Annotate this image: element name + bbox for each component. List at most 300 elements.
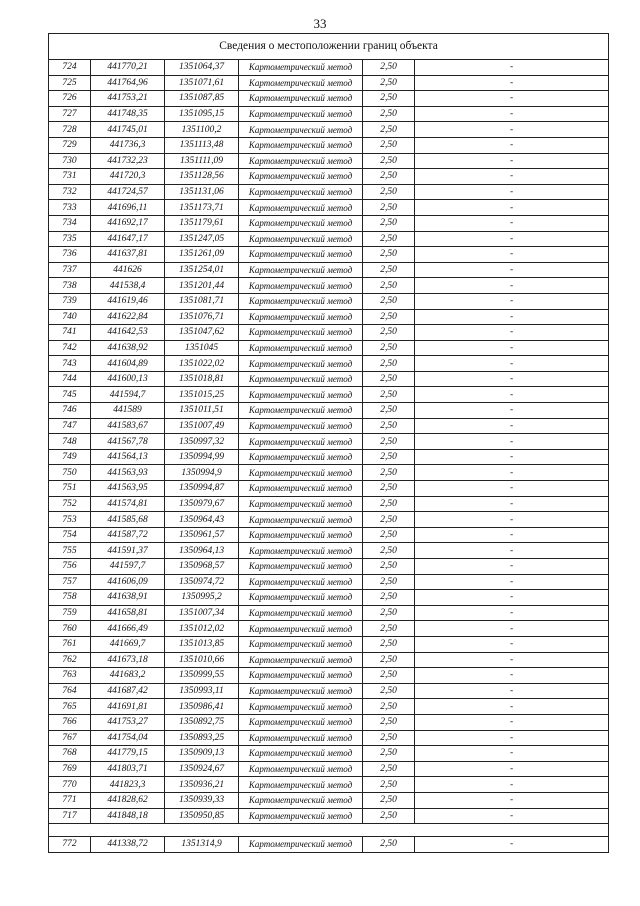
method-cell: Картометрический метод xyxy=(239,527,363,543)
y-coordinate-cell: 1350924,67 xyxy=(165,761,239,777)
table-row xyxy=(49,200,609,216)
method-cell: Картометрический метод xyxy=(239,231,363,247)
precision-cell: 2,50 xyxy=(363,527,415,543)
x-coordinate-cell: 441803,71 xyxy=(91,761,165,777)
table-row xyxy=(49,605,609,621)
precision-cell: 2,50 xyxy=(363,668,415,684)
table-row xyxy=(49,792,609,808)
y-coordinate-cell: 1351076,71 xyxy=(165,309,239,325)
point-number-cell: 740 xyxy=(49,309,91,325)
point-number-cell: 750 xyxy=(49,465,91,481)
y-coordinate-cell: 1351201,44 xyxy=(165,278,239,294)
x-coordinate-cell: 441638,92 xyxy=(91,340,165,356)
x-coordinate-cell: 441779,15 xyxy=(91,746,165,762)
y-coordinate-cell: 1351081,71 xyxy=(165,293,239,309)
precision-cell: 2,50 xyxy=(363,169,415,185)
y-coordinate-cell: 1351179,61 xyxy=(165,215,239,231)
y-coordinate-cell: 1350909,13 xyxy=(165,746,239,762)
method-cell: Картометрический метод xyxy=(239,590,363,606)
description-cell: - xyxy=(415,808,609,824)
table-row xyxy=(49,543,609,559)
y-coordinate-cell: 1350892,75 xyxy=(165,714,239,730)
y-coordinate-cell: 1350986,41 xyxy=(165,699,239,715)
method-cell: Картометрический метод xyxy=(239,543,363,559)
precision-cell: 2,50 xyxy=(363,137,415,153)
point-number-cell: 717 xyxy=(49,808,91,824)
method-cell: Картометрический метод xyxy=(239,215,363,231)
precision-cell: 2,50 xyxy=(363,200,415,216)
y-coordinate-cell: 1350995,2 xyxy=(165,590,239,606)
table-row xyxy=(49,449,609,465)
table-row xyxy=(49,434,609,450)
precision-cell: 2,50 xyxy=(363,761,415,777)
description-cell: - xyxy=(415,184,609,200)
point-number-cell: 760 xyxy=(49,621,91,637)
table-row xyxy=(49,527,609,543)
table-row xyxy=(49,761,609,777)
precision-cell: 2,50 xyxy=(363,652,415,668)
precision-cell: 2,50 xyxy=(363,91,415,107)
description-cell: - xyxy=(415,636,609,652)
page-number: 33 xyxy=(313,16,327,31)
point-number-cell: 755 xyxy=(49,543,91,559)
table-row xyxy=(49,106,609,122)
y-coordinate-cell: 1350994,9 xyxy=(165,465,239,481)
y-coordinate-cell: 1350950,85 xyxy=(165,808,239,824)
description-cell: - xyxy=(415,169,609,185)
y-coordinate-cell: 1351064,37 xyxy=(165,60,239,76)
point-number-cell: 771 xyxy=(49,792,91,808)
point-number-cell: 766 xyxy=(49,714,91,730)
precision-cell: 2,50 xyxy=(363,496,415,512)
table-row xyxy=(49,668,609,684)
precision-cell: 2,50 xyxy=(363,730,415,746)
point-number-cell: 745 xyxy=(49,387,91,403)
point-number-cell: 744 xyxy=(49,371,91,387)
y-coordinate-cell: 1350999,55 xyxy=(165,668,239,684)
description-cell: - xyxy=(415,605,609,621)
y-coordinate-cell: 1351261,09 xyxy=(165,247,239,263)
method-cell: Картометрический метод xyxy=(239,75,363,91)
table-row xyxy=(49,278,609,294)
y-coordinate-cell: 1351045 xyxy=(165,340,239,356)
table-row xyxy=(49,231,609,247)
precision-cell: 2,50 xyxy=(363,122,415,138)
point-number-cell: 759 xyxy=(49,605,91,621)
description-cell: - xyxy=(415,293,609,309)
method-cell: Картометрический метод xyxy=(239,481,363,497)
y-coordinate-cell: 1351013,85 xyxy=(165,636,239,652)
precision-cell: 2,50 xyxy=(363,699,415,715)
table-row xyxy=(49,293,609,309)
point-number-cell: 758 xyxy=(49,590,91,606)
x-coordinate-cell: 441619,46 xyxy=(91,293,165,309)
description-cell: - xyxy=(415,652,609,668)
method-cell: Картометрический метод xyxy=(239,91,363,107)
x-coordinate-cell: 441564,13 xyxy=(91,449,165,465)
method-cell: Картометрический метод xyxy=(239,293,363,309)
method-cell: Картометрический метод xyxy=(239,449,363,465)
precision-cell: 2,50 xyxy=(363,777,415,793)
method-cell: Картометрический метод xyxy=(239,309,363,325)
y-coordinate-cell: 1351022,02 xyxy=(165,356,239,372)
boundary-coordinates-table xyxy=(48,33,609,853)
x-coordinate-cell: 441848,18 xyxy=(91,808,165,824)
method-cell: Картометрический метод xyxy=(239,184,363,200)
y-coordinate-cell: 1351100,2 xyxy=(165,122,239,138)
table-row xyxy=(49,309,609,325)
x-coordinate-cell: 441638,91 xyxy=(91,590,165,606)
description-cell: - xyxy=(415,309,609,325)
precision-cell: 2,50 xyxy=(363,231,415,247)
method-cell: Картометрический метод xyxy=(239,714,363,730)
point-number-cell: 731 xyxy=(49,169,91,185)
y-coordinate-cell: 1350994,87 xyxy=(165,481,239,497)
point-number-cell: 725 xyxy=(49,75,91,91)
precision-cell: 2,50 xyxy=(363,356,415,372)
x-coordinate-cell: 441604,89 xyxy=(91,356,165,372)
x-coordinate-cell: 441828,62 xyxy=(91,792,165,808)
y-coordinate-cell: 1351131,06 xyxy=(165,184,239,200)
method-cell: Картометрический метод xyxy=(239,636,363,652)
point-number-cell: 754 xyxy=(49,527,91,543)
x-coordinate-cell: 441585,68 xyxy=(91,512,165,528)
y-coordinate-cell: 1350997,32 xyxy=(165,434,239,450)
method-cell: Картометрический метод xyxy=(239,434,363,450)
precision-cell: 2,50 xyxy=(363,153,415,169)
table-row xyxy=(49,262,609,278)
point-number-cell: 743 xyxy=(49,356,91,372)
precision-cell: 2,50 xyxy=(363,605,415,621)
y-coordinate-cell: 1350893,25 xyxy=(165,730,239,746)
description-cell: - xyxy=(415,481,609,497)
precision-cell: 2,50 xyxy=(363,262,415,278)
method-cell: Картометрический метод xyxy=(239,559,363,575)
method-cell: Картометрический метод xyxy=(239,808,363,824)
point-number-cell: 742 xyxy=(49,340,91,356)
point-number-cell: 736 xyxy=(49,247,91,263)
x-coordinate-cell: 441642,53 xyxy=(91,325,165,341)
table-row xyxy=(49,590,609,606)
method-cell: Картометрический метод xyxy=(239,200,363,216)
description-cell: - xyxy=(415,449,609,465)
table-row xyxy=(49,122,609,138)
description-cell: - xyxy=(415,325,609,341)
precision-cell: 2,50 xyxy=(363,512,415,528)
x-coordinate-cell: 441563,95 xyxy=(91,481,165,497)
point-number-cell: 768 xyxy=(49,746,91,762)
table-row xyxy=(49,636,609,652)
y-coordinate-cell: 1351071,61 xyxy=(165,75,239,91)
point-number-cell: 732 xyxy=(49,184,91,200)
y-coordinate-cell: 1351015,25 xyxy=(165,387,239,403)
precision-cell: 2,50 xyxy=(363,418,415,434)
precision-cell: 2,50 xyxy=(363,808,415,824)
x-coordinate-cell: 441823,3 xyxy=(91,777,165,793)
y-coordinate-cell: 1350979,67 xyxy=(165,496,239,512)
table-row xyxy=(49,325,609,341)
table-row xyxy=(49,153,609,169)
point-number-cell: 749 xyxy=(49,449,91,465)
table-row xyxy=(49,683,609,699)
description-cell: - xyxy=(415,434,609,450)
description-cell: - xyxy=(415,371,609,387)
precision-cell: 2,50 xyxy=(363,621,415,637)
precision-cell: 2,50 xyxy=(363,75,415,91)
point-number-cell: 734 xyxy=(49,215,91,231)
y-coordinate-cell: 1351047,62 xyxy=(165,325,239,341)
table-row xyxy=(49,777,609,793)
y-coordinate-cell: 1351314,9 xyxy=(165,837,239,853)
x-coordinate-cell: 441683,2 xyxy=(91,668,165,684)
table-row xyxy=(49,730,609,746)
x-coordinate-cell: 441736,3 xyxy=(91,137,165,153)
description-cell: - xyxy=(415,75,609,91)
point-number-cell: 738 xyxy=(49,278,91,294)
method-cell: Картометрический метод xyxy=(239,574,363,590)
method-cell: Картометрический метод xyxy=(239,340,363,356)
method-cell: Картометрический метод xyxy=(239,247,363,263)
description-cell: - xyxy=(415,262,609,278)
precision-cell: 2,50 xyxy=(363,449,415,465)
precision-cell: 2,50 xyxy=(363,746,415,762)
point-number-cell: 729 xyxy=(49,137,91,153)
description-cell: - xyxy=(415,356,609,372)
description-cell: - xyxy=(415,496,609,512)
x-coordinate-cell: 441754,04 xyxy=(91,730,165,746)
x-coordinate-cell: 441563,93 xyxy=(91,465,165,481)
method-cell: Картометрический метод xyxy=(239,262,363,278)
method-cell: Картометрический метод xyxy=(239,746,363,762)
table-row xyxy=(49,465,609,481)
x-coordinate-cell: 441724,57 xyxy=(91,184,165,200)
x-coordinate-cell: 441600,13 xyxy=(91,371,165,387)
precision-cell: 2,50 xyxy=(363,481,415,497)
x-coordinate-cell: 441770,21 xyxy=(91,60,165,76)
table-row xyxy=(49,714,609,730)
method-cell: Картометрический метод xyxy=(239,512,363,528)
precision-cell: 2,50 xyxy=(363,837,415,853)
description-cell: - xyxy=(415,527,609,543)
method-cell: Картометрический метод xyxy=(239,837,363,853)
description-cell: - xyxy=(415,559,609,575)
method-cell: Картометрический метод xyxy=(239,403,363,419)
description-cell: - xyxy=(415,60,609,76)
x-coordinate-cell: 441606,09 xyxy=(91,574,165,590)
method-cell: Картометрический метод xyxy=(239,371,363,387)
table-row xyxy=(49,403,609,419)
table-title-row xyxy=(49,34,609,60)
description-cell: - xyxy=(415,387,609,403)
point-number-cell: 730 xyxy=(49,153,91,169)
precision-cell: 2,50 xyxy=(363,325,415,341)
method-cell: Картометрический метод xyxy=(239,699,363,715)
description-cell: - xyxy=(415,574,609,590)
precision-cell: 2,50 xyxy=(363,543,415,559)
precision-cell: 2,50 xyxy=(363,215,415,231)
description-cell: - xyxy=(415,137,609,153)
table-row xyxy=(49,60,609,76)
description-cell: - xyxy=(415,200,609,216)
description-cell: - xyxy=(415,714,609,730)
point-number-cell: 772 xyxy=(49,837,91,853)
x-coordinate-cell: 441594,7 xyxy=(91,387,165,403)
point-number-cell: 747 xyxy=(49,418,91,434)
table-row xyxy=(49,808,609,824)
method-cell: Картометрический метод xyxy=(239,777,363,793)
x-coordinate-cell: 441753,21 xyxy=(91,91,165,107)
description-cell: - xyxy=(415,792,609,808)
method-cell: Картометрический метод xyxy=(239,496,363,512)
precision-cell: 2,50 xyxy=(363,590,415,606)
point-number-cell: 765 xyxy=(49,699,91,715)
precision-cell: 2,50 xyxy=(363,387,415,403)
y-coordinate-cell: 1350974,72 xyxy=(165,574,239,590)
precision-cell: 2,50 xyxy=(363,60,415,76)
table-row xyxy=(49,418,609,434)
y-coordinate-cell: 1350936,21 xyxy=(165,777,239,793)
table-row xyxy=(49,215,609,231)
x-coordinate-cell: 441567,78 xyxy=(91,434,165,450)
x-coordinate-cell: 441732,23 xyxy=(91,153,165,169)
description-cell: - xyxy=(415,746,609,762)
description-cell: - xyxy=(415,683,609,699)
x-coordinate-cell: 441687,42 xyxy=(91,683,165,699)
point-number-cell: 733 xyxy=(49,200,91,216)
table-row xyxy=(49,371,609,387)
method-cell: Картометрический метод xyxy=(239,278,363,294)
description-cell: - xyxy=(415,106,609,122)
table-gap-row xyxy=(49,824,609,837)
x-coordinate-cell: 441669,7 xyxy=(91,636,165,652)
method-cell: Картометрический метод xyxy=(239,668,363,684)
x-coordinate-cell: 441753,27 xyxy=(91,714,165,730)
table-row xyxy=(49,387,609,403)
x-coordinate-cell: 441589 xyxy=(91,403,165,419)
x-coordinate-cell: 441622,84 xyxy=(91,309,165,325)
x-coordinate-cell: 441748,35 xyxy=(91,106,165,122)
description-cell: - xyxy=(415,122,609,138)
point-number-cell: 763 xyxy=(49,668,91,684)
y-coordinate-cell: 1351173,71 xyxy=(165,200,239,216)
point-number-cell: 769 xyxy=(49,761,91,777)
method-cell: Картометрический метод xyxy=(239,605,363,621)
table-row xyxy=(49,512,609,528)
method-cell: Картометрический метод xyxy=(239,683,363,699)
table-row xyxy=(49,169,609,185)
y-coordinate-cell: 1350964,13 xyxy=(165,543,239,559)
precision-cell: 2,50 xyxy=(363,278,415,294)
point-number-cell: 761 xyxy=(49,636,91,652)
table-row xyxy=(49,574,609,590)
method-cell: Картометрический метод xyxy=(239,792,363,808)
x-coordinate-cell: 441673,18 xyxy=(91,652,165,668)
description-cell: - xyxy=(415,761,609,777)
description-cell: - xyxy=(415,247,609,263)
precision-cell: 2,50 xyxy=(363,293,415,309)
precision-cell: 2,50 xyxy=(363,340,415,356)
y-coordinate-cell: 1350939,33 xyxy=(165,792,239,808)
y-coordinate-cell: 1351095,15 xyxy=(165,106,239,122)
precision-cell: 2,50 xyxy=(363,247,415,263)
y-coordinate-cell: 1351128,56 xyxy=(165,169,239,185)
point-number-cell: 753 xyxy=(49,512,91,528)
table-gap-cell xyxy=(49,824,609,837)
y-coordinate-cell: 1351007,49 xyxy=(165,418,239,434)
description-cell: - xyxy=(415,543,609,559)
table-row xyxy=(49,652,609,668)
table-row xyxy=(49,481,609,497)
point-number-cell: 741 xyxy=(49,325,91,341)
y-coordinate-cell: 1350964,43 xyxy=(165,512,239,528)
table-row xyxy=(49,559,609,575)
x-coordinate-cell: 441587,72 xyxy=(91,527,165,543)
y-coordinate-cell: 1351113,48 xyxy=(165,137,239,153)
description-cell: - xyxy=(415,621,609,637)
x-coordinate-cell: 441591,37 xyxy=(91,543,165,559)
method-cell: Картометрический метод xyxy=(239,122,363,138)
description-cell: - xyxy=(415,403,609,419)
table-row xyxy=(49,340,609,356)
description-cell: - xyxy=(415,730,609,746)
description-cell: - xyxy=(415,777,609,793)
x-coordinate-cell: 441666,49 xyxy=(91,621,165,637)
description-cell: - xyxy=(415,340,609,356)
precision-cell: 2,50 xyxy=(363,559,415,575)
precision-cell: 2,50 xyxy=(363,403,415,419)
point-number-cell: 739 xyxy=(49,293,91,309)
description-cell: - xyxy=(415,215,609,231)
description-cell: - xyxy=(415,590,609,606)
point-number-cell: 756 xyxy=(49,559,91,575)
y-coordinate-cell: 1350961,57 xyxy=(165,527,239,543)
method-cell: Картометрический метод xyxy=(239,137,363,153)
x-coordinate-cell: 441538,4 xyxy=(91,278,165,294)
precision-cell: 2,50 xyxy=(363,371,415,387)
y-coordinate-cell: 1350993,11 xyxy=(165,683,239,699)
y-coordinate-cell: 1351254,01 xyxy=(165,262,239,278)
point-number-cell: 727 xyxy=(49,106,91,122)
y-coordinate-cell: 1351087,85 xyxy=(165,91,239,107)
y-coordinate-cell: 1351010,66 xyxy=(165,652,239,668)
table-row xyxy=(49,91,609,107)
point-number-cell: 757 xyxy=(49,574,91,590)
point-number-cell: 770 xyxy=(49,777,91,793)
point-number-cell: 764 xyxy=(49,683,91,699)
method-cell: Картометрический метод xyxy=(239,652,363,668)
precision-cell: 2,50 xyxy=(363,683,415,699)
description-cell: - xyxy=(415,231,609,247)
method-cell: Картометрический метод xyxy=(239,730,363,746)
point-number-cell: 726 xyxy=(49,91,91,107)
x-coordinate-cell: 441691,81 xyxy=(91,699,165,715)
method-cell: Картометрический метод xyxy=(239,169,363,185)
point-number-cell: 751 xyxy=(49,481,91,497)
x-coordinate-cell: 441745,01 xyxy=(91,122,165,138)
method-cell: Картометрический метод xyxy=(239,60,363,76)
table-row xyxy=(49,699,609,715)
x-coordinate-cell: 441637,81 xyxy=(91,247,165,263)
x-coordinate-cell: 441764,96 xyxy=(91,75,165,91)
x-coordinate-cell: 441574,81 xyxy=(91,496,165,512)
table-row xyxy=(49,247,609,263)
point-number-cell: 748 xyxy=(49,434,91,450)
point-number-cell: 728 xyxy=(49,122,91,138)
precision-cell: 2,50 xyxy=(363,184,415,200)
precision-cell: 2,50 xyxy=(363,106,415,122)
method-cell: Картометрический метод xyxy=(239,356,363,372)
precision-cell: 2,50 xyxy=(363,434,415,450)
